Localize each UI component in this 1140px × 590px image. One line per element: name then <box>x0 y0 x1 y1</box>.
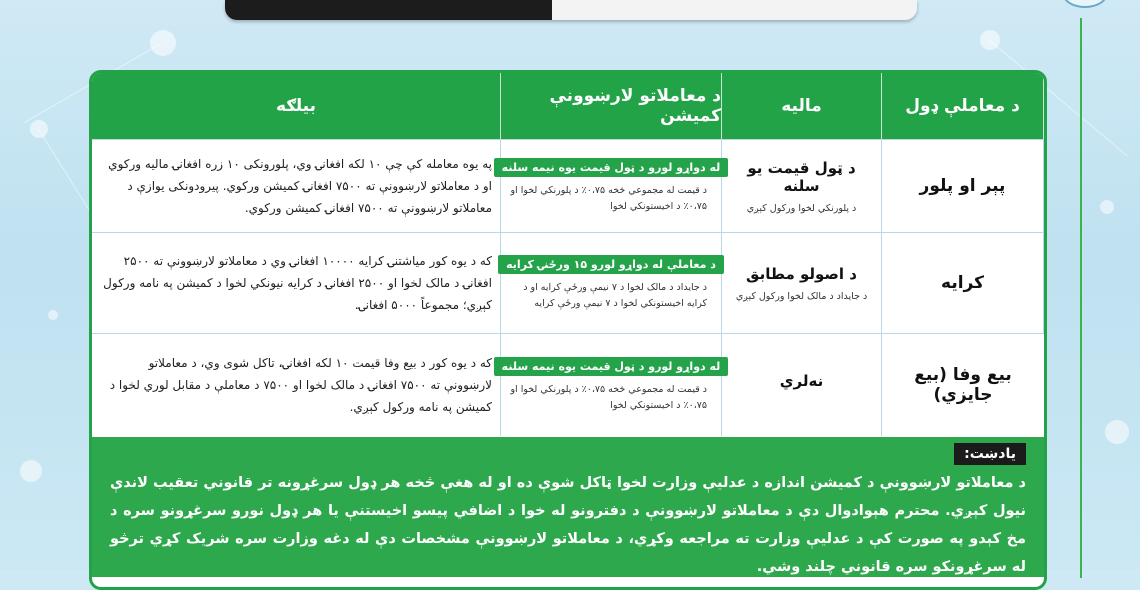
top-banner-bar <box>225 0 917 20</box>
row-finance <box>722 232 882 333</box>
row-type: کرایه <box>882 232 1044 333</box>
bg-node <box>1100 200 1114 214</box>
header-finance: مالیه <box>722 73 882 139</box>
row-example <box>92 232 501 333</box>
bg-node <box>1105 420 1129 444</box>
commission-detail: د جایداد د مالک لخوا د ۷ نیمې ورځې کرایه او د کرایه اخیستونکي لخوا د ۷ نیمې ورځې کرایه <box>523 281 707 309</box>
row-finance <box>722 139 882 232</box>
row-commission <box>501 139 722 232</box>
row-type: پېر او پلور <box>882 139 1044 232</box>
row-example <box>92 333 501 436</box>
commission-detail: د قیمت له مجموعي څخه ۰،۷۵٪ د پلورنکي لخوا او ۰،۷۵٪ د اخیستونکي لخوا <box>510 184 707 212</box>
finance-title: د اصولو مطابق <box>746 264 857 283</box>
finance-note: د پلورنکي لخوا ورکول کېږي <box>746 202 857 214</box>
finance-title: د ټول قیمت یو سلنه <box>747 158 856 195</box>
finance-title: نه‌لري <box>779 372 824 390</box>
example-text: په یوه معامله کې چې ۱۰ لکه افغانۍ وي، پلورونکی ۱۰ زره افغانۍ مالیه ورکوي او د معاملاتو لارښوونې ته ۷۵۰۰ افغانۍ کمیشن ورکوي. پیرودونکی یوازې د معاملاتو لارښوونې ته ۷۵۰۰ افغانۍ کمیشن ورکوي. <box>108 157 492 215</box>
example-text: که د یوه کور میاشتنۍ کرایه ۱۰۰۰۰ افغانۍ وي د معاملاتو لارښوونې ته ۲۵۰۰ افغانۍ د مالک لخوا او ۲۵۰۰ افغانۍ د کرایه نیونکي لخوا د کمیشن په نامه ورکول کېږي؛ مجموعاً ۵۰۰۰ افغانۍ. <box>103 254 492 312</box>
commission-detail: د قیمت له مجموعي څخه ۰،۷۵٪ د پلورنکي لخوا او ۰،۷۵٪ د اخیستونکي لخوا <box>510 383 707 411</box>
commission-badge: له دواړو لورو د ټول قیمت یوه نیمه سلنه <box>494 357 729 376</box>
note-text: د معاملاتو لارښوونې د کمیشن اندازه د عدلیې وزارت لخوا ټاکل شوې ده او له هغې څخه هر ډول سرغړونه تر قانوني تعقیب لاندې نیول کېږي. محترم هېوادوال دې د معاملاتو لارښوونې د دفترونو له خوا د اضافي پیسو اخیستنې یا هر ډول نورو سرغړونو سره د مخ کېدو په صورت کې د عدلیې وزارت ته مراجعه وکړي، د معاملاتو لارښوونې مشخصات دې له دغه وزارت سره شریک کړي ترڅو له سرغړونکو سره قانوني چلند وشي. <box>110 475 1026 575</box>
commission-badge: د معاملې له دواړو لورو ۱۵ ورځنۍ کرایه <box>498 255 724 274</box>
table-grid <box>92 73 1044 436</box>
note-panel <box>89 437 1047 577</box>
commission-badge: له دواړو لورو د ټول قیمت یوه نیمه سلنه <box>494 158 729 177</box>
row-commission <box>501 232 722 333</box>
side-divider <box>1080 18 1082 578</box>
top-banner-light <box>552 0 917 20</box>
header-example: بیلګه <box>92 73 501 139</box>
row-example <box>92 139 501 232</box>
top-banner-dark <box>225 0 552 20</box>
header-type: د معاملې ډول <box>882 73 1044 139</box>
finance-note: د جایداد د مالک لخوا ورکول کېږي <box>735 290 868 302</box>
logo-seal <box>1062 0 1108 8</box>
bg-node <box>20 460 42 482</box>
row-type: بیع وفا (بیع جایزي) <box>882 333 1044 436</box>
header-commission: د معاملاتو لارښوونې کمیشن <box>501 73 722 139</box>
note-title: یادښت: <box>954 443 1026 465</box>
bg-node <box>150 30 176 56</box>
bg-node <box>48 310 58 320</box>
row-finance <box>722 333 882 436</box>
row-commission <box>501 333 722 436</box>
example-text: که د یوه کور د بیع وفا قیمت ۱۰ لکه افغانۍ، تاکل شوی وي، د معاملاتو لارښوونې ته ۷۵۰۰ افغانۍ د مالک لخوا او ۷۵۰۰ د معاملې د مقابل لوري لخوا د کمیشن په نامه ورکول کېږي. <box>109 356 492 414</box>
